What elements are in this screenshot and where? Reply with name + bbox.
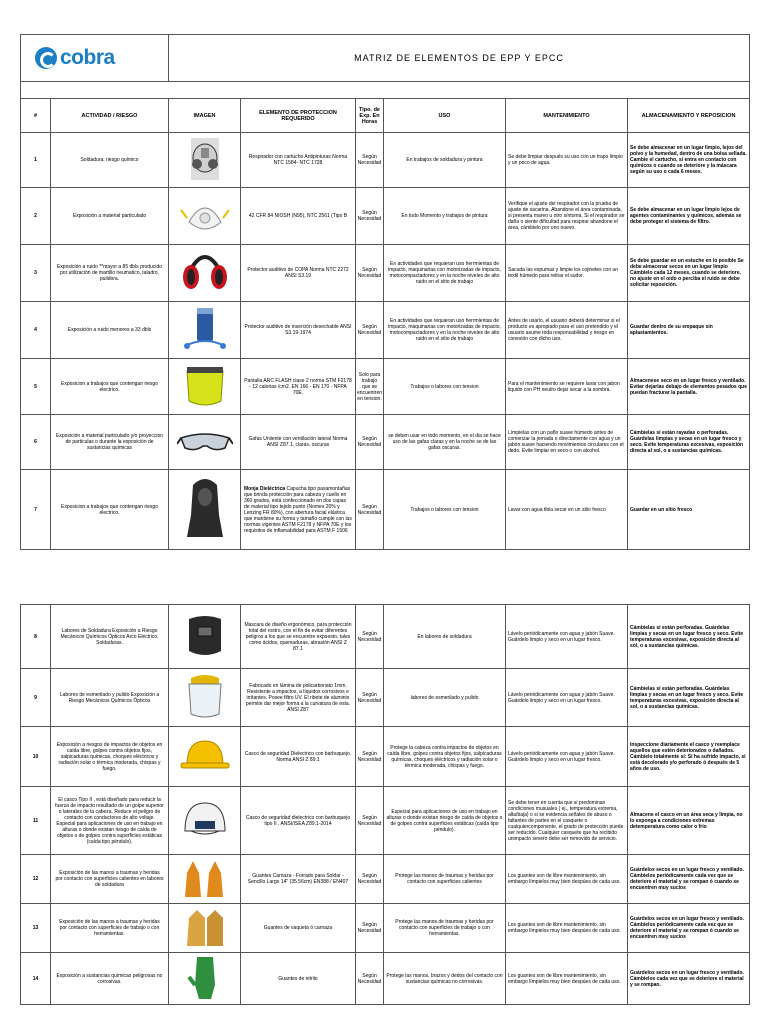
logo-cell bbox=[21, 35, 169, 82]
row-almacenamiento: Se debe almacenar en un lugar limpio, lejos del polvo y la humedad, dentro de una bolsa sellada. Cambie el cartucho, si entra en contacto con químicos o cuando se deteriore y la máscara según su uso o cada 6 meses. bbox=[628, 133, 750, 188]
row-image bbox=[169, 727, 241, 787]
row-tipo: Según Necesidad bbox=[356, 904, 384, 953]
row-uso: En todo Momento y trabajos de pintura bbox=[384, 188, 506, 245]
row-elemento-title: Monja Dieléctrica bbox=[244, 485, 286, 492]
row-number: 14 bbox=[21, 953, 51, 1005]
row-image bbox=[169, 470, 241, 550]
row-number: 7 bbox=[21, 470, 51, 550]
row-tipo: Según Necesidad bbox=[356, 605, 384, 669]
row-tipo: Según Necesidad bbox=[356, 302, 384, 359]
row-image bbox=[169, 133, 241, 188]
ear-plugs-icon bbox=[177, 306, 233, 352]
row-mantenimiento: Los guantes son de libre mantenimiento, sin embargo límpielos muy bien despúes de cada uso. bbox=[506, 904, 628, 953]
leather-gloves-icon bbox=[177, 904, 233, 950]
row-elemento: Protector auditivo de inserción desechable ANSI S3.19-1974 bbox=[241, 302, 356, 359]
row-actividad: Exposición a sustancias químicas peligrosas no corrosivas. bbox=[51, 953, 169, 1005]
row-almacenamiento: Se debe guardar en un estuche en lo posible Se debe almacenar secos en un lugar limpio Cámbielo cada 12 meses, cuando se deteriore, no ajuste en el oído o perciba el ruido se debe solicitar reposición. bbox=[628, 245, 750, 302]
logo-text: cobra bbox=[60, 46, 115, 69]
header-almacenamiento: ALMACENAMIENTO Y REPOSICION bbox=[628, 99, 750, 133]
row-mantenimiento: Lávelo periódicamente con agua y jabón Suave. Guárdelo limpio y seco en un lugar fresco. bbox=[506, 669, 628, 727]
spacer-row bbox=[21, 82, 750, 99]
row-mantenimiento: Se debe limpiar después su uso con un trapo limpio y un poco de agua. bbox=[506, 133, 628, 188]
row-actividad: Exposición a riesgos de impactos de objetos en caída libre, golpes contra objetos fijos, salpicaduras químicas, choques eléctricos y radiación solar o térmica moderada, chispas y fuego. bbox=[51, 727, 169, 787]
hard-hat-icon bbox=[177, 733, 233, 779]
row-mantenimiento: Sacuda las espumas y limpie los cojinetes con un textil húmedo para retirar el sudor. bbox=[506, 245, 628, 302]
table-row bbox=[21, 669, 750, 727]
row-elemento: Guantes de nitrilo bbox=[241, 953, 356, 1005]
row-mantenimiento: Los guantes son de libre mantenimiento, sin embargo límpielos muy bien despúes de cada uso. bbox=[506, 953, 628, 1005]
row-image bbox=[169, 245, 241, 302]
row-number: 10 bbox=[21, 727, 51, 787]
table-row bbox=[21, 787, 750, 855]
row-elemento: Gafas Uniiente con ventilación lateral Norma ANSI Z87.1, claras, oscuras bbox=[241, 415, 356, 470]
row-elemento: Guantes Carnaza - Forrado para Soldar - Sencillo Largo 14" (35.56cm) EN388 / EN407 bbox=[241, 855, 356, 904]
row-tipo: Según Necesidad bbox=[356, 470, 384, 550]
header-num: # bbox=[21, 99, 51, 133]
row-actividad: El casco Tipo II , está diseñado para reducir la fuerza de impacto resultado de un golpe superior o laterales de la cabeza. Reduce el peligro de contacto con conductores de alto voltaje. Especial para aplicaciones de uso en trabajo en alturas o donde existan riesgo de caída de objetos o de golpes contra superficies estáticas (caída tipo péndulo). bbox=[51, 787, 169, 855]
table-row bbox=[21, 302, 750, 359]
row-image bbox=[169, 605, 241, 669]
cobra-logo-icon bbox=[35, 47, 57, 69]
row-number: 9 bbox=[21, 669, 51, 727]
row-actividad: Exposición a material particulado bbox=[51, 188, 169, 245]
table-row bbox=[21, 245, 750, 302]
row-mantenimiento: Se debe tener en cuenta que si predominan condiciones musuales ( ej., temperatura extrema, alta/baja) o si se evidencia señales de abuso o faltantes de partes en el casquete o cualquiercomponente, el grado de protección puede ser reducido. Cualquier casquete que ha recibido unimpacto severo debe ser removido de servicio. bbox=[506, 787, 628, 855]
table-row bbox=[21, 133, 750, 188]
header-imagen: IMAGEN bbox=[169, 99, 241, 133]
row-mantenimiento: Lávelo periódicamente con agua y jabón Suave. Guárdelo limpio y seco en un lugar fresco. bbox=[506, 727, 628, 787]
row-mantenimiento: Para el mantenimiento se requiere lavar con jabon liquido con PH neutro dejar secar a la sombra. bbox=[506, 359, 628, 415]
row-image bbox=[169, 787, 241, 855]
row-elemento: Protector auditivo de COPA Norma NTC 2272 ANSI S3.19 bbox=[241, 245, 356, 302]
row-number: 5 bbox=[21, 359, 51, 415]
row-almacenamiento: Almacenese seco en un lugar fresco y ventilado. Evitar dejarlas debajo de elementos pesados que puedan fracturar la pantalla. bbox=[628, 359, 750, 415]
row-tipo: Según Necesidad bbox=[356, 245, 384, 302]
row-tipo: Según Necesidad bbox=[356, 188, 384, 245]
row-uso: Trabajos o labores con tension bbox=[384, 359, 506, 415]
row-number: 1 bbox=[21, 133, 51, 188]
header-elemento: ELEMENTO DE PROTECCION REQUERIDO bbox=[241, 99, 356, 133]
row-mantenimiento: Límpielas con un paño suave húmedo antes de comenzar la jornada o directamente con agua y un jabón suave haciendo movimientos circulares con el dedo. Evite limpiar en seco o con alcohol. bbox=[506, 415, 628, 470]
row-almacenamiento: Inspeccione diariamente el casco y reemplace aquellos que estén deteriorados o dañados. Cámbielo totalmente si: Si ha sufrido impacto, si está decolorado y/o perforado ó después de 5 años de uso. bbox=[628, 727, 750, 787]
row-uso: En trabajos de soldadura y pintura bbox=[384, 133, 506, 188]
dielectric-balaclava-icon bbox=[177, 475, 233, 543]
table-row bbox=[21, 953, 750, 1005]
row-number: 3 bbox=[21, 245, 51, 302]
row-mantenimiento: Antes de usarlo, el usuario deberá determinar si el producto es apropiado para el uso pretendido y el usuario asume toda responsabilidad y riesgo en conexión con dicho uso. bbox=[506, 302, 628, 359]
row-image bbox=[169, 415, 241, 470]
safety-glasses-icon bbox=[177, 418, 233, 464]
row-uso: labores de esmerilado y pulido bbox=[384, 669, 506, 727]
row-tipo: Según Necesidad bbox=[356, 415, 384, 470]
row-tipo: Según Necesidad bbox=[356, 133, 384, 188]
header-uso: USO bbox=[384, 99, 506, 133]
row-uso: se deben usar en todo momento, en el dia se hace uso de las gafas claras y en la noche se de las gafas oscuras. bbox=[384, 415, 506, 470]
row-mantenimiento: Verifique el ajuste del respirador con la prueba de ajuste de sacarina. Abandone el área contaminada, si presenta mareo u otro síntoma. Si el respirador se daña o siente dificultad para respirar abandone el área, cámbielo por uno nuevo. bbox=[506, 188, 628, 245]
row-image bbox=[169, 855, 241, 904]
welding-gloves-icon bbox=[177, 855, 233, 901]
row-actividad: Exposición de las manos a traumas y heridas por contacto con superficies de trabajo o con herramientas. bbox=[51, 904, 169, 953]
header-actividad: ACTIVIDAD / RIESGO bbox=[51, 99, 169, 133]
row-image bbox=[169, 359, 241, 415]
row-almacenamiento: Cámbielas si están perforadas. Guárdelas limpias y secas en un lugar fresco y seco. Evite temperaturas excesivas, exposición directa al sol, o a sustancias químicas. bbox=[628, 669, 750, 727]
row-actividad: Labores de Soldadura Exposición a Riesgo Mecánicos Químicos Ópticos Arco Eléctrico. Soldaduras. bbox=[51, 605, 169, 669]
row-uso: Protege las manos de traumas y heridas por contacto con superficies calientes bbox=[384, 855, 506, 904]
row-elemento: 42 CFR 84 NIOSH (N95), NTC 2561 (Tipo B bbox=[241, 188, 356, 245]
row-uso: Trabajos o labores con tension bbox=[384, 470, 506, 550]
row-actividad: Exposicion a trabajos que contengan riesgo electrico. bbox=[51, 470, 169, 550]
row-elemento: Mascara de diseño ergonómico, para protección total del rostro, con el fin de evitar diferentes peligros a los que se encuentre expuesto, tales como ácidos, quemaduras, abrasión ANSI Z 87.1 bbox=[241, 605, 356, 669]
table-row bbox=[21, 727, 750, 787]
row-number: 11 bbox=[21, 787, 51, 855]
row-elemento-text: Capucha tipo pasamontañas que brinda protección para cabeza y cuello en 360 grados, está confeccionado en dos capas de material tipo tejido punto (Nomex 20% y Lenzing FR 80%), con abertura facial elástica que mantiene su forma y tamaño cumple con las normas vigentes ASTM F2178 y NFPA 70E y los requisitos de inflamabilidad para ASTM F 1506 bbox=[244, 485, 352, 534]
respirator-mask-icon bbox=[177, 136, 233, 182]
row-almacenamiento: Guárdelos secos en un lugar fresco y ventilado. Cámbielos cada vez que se deteriore el material y se rompan. bbox=[628, 953, 750, 1005]
row-image bbox=[169, 302, 241, 359]
row-actividad: Exposición a material particulado y/o proyeccion de particulas o durante la exposición de sustancias químicas bbox=[51, 415, 169, 470]
document-title: MATRIZ DE ELEMENTOS DE EPP Y EPCC bbox=[169, 35, 750, 82]
row-tipo: Según Necesidad bbox=[356, 855, 384, 904]
row-mantenimiento: Lávelo periódicamente con agua y jabón Suave. Guárdelo limpio y seco en un lugar fresco. bbox=[506, 605, 628, 669]
row-tipo: Según Necesidad bbox=[356, 669, 384, 727]
row-elemento: Guantes de vaqueta ó carnaza bbox=[241, 904, 356, 953]
table-row bbox=[21, 359, 750, 415]
row-uso: En actividades que requieran uso herrmientas de impacto, maquinarias con motorizadas de impacto, motocompactadores y en la noche niveles de alto ruido en el sitio de trabajo bbox=[384, 302, 506, 359]
row-uso: Protege las manos de traumas y heridas por contacto con superficies de trabajo o con herramientas. bbox=[384, 904, 506, 953]
row-tipo: Según Necesidad bbox=[356, 953, 384, 1005]
row-almacenamiento: Almacene el casco en un área seca y limpia, no lo exponga a condiciones extremas detemperatura como calor o frío bbox=[628, 787, 750, 855]
nitrile-gloves-icon bbox=[177, 955, 233, 1001]
row-almacenamiento: Se debe almacenar en un lugar limpio lejos de agentes contaminantes y químicos, además se debe proteger el sistema de filtro. bbox=[628, 188, 750, 245]
row-uso: En labores de soldadura bbox=[384, 605, 506, 669]
row-almacenamiento: Guárdelos secos en un lugar fresco y ventilado. Cámbielos periódicamente cada vez que se deteriore el material y se rompan ó cuando se encuentren muy sucios bbox=[628, 904, 750, 953]
row-tipo: Solo para trabajo que se encuentren en tension. bbox=[356, 359, 384, 415]
matrix-sheet-1 bbox=[20, 34, 749, 550]
epp-matrix-table-2 bbox=[20, 604, 750, 1005]
row-almacenamiento: Guárdelos secos en un lugar fresco y ventilado. Cámbielos periódicamente cada vez que se deteriore el material y se rompan ó cuando se encuentren muy sucios bbox=[628, 855, 750, 904]
welding-helmet-icon bbox=[177, 613, 233, 659]
row-actividad: Labores de esmerilado y pulido Exposición a Riesgo Mecánicos Químicos Ópticos bbox=[51, 669, 169, 727]
ear-muffs-icon bbox=[177, 249, 233, 295]
table-row bbox=[21, 188, 750, 245]
row-image bbox=[169, 904, 241, 953]
row-number: 2 bbox=[21, 188, 51, 245]
row-elemento: Casco de seguridad dielectrico con barbuquejo tipo II . ANSI/ISEA Z89.1-2014 bbox=[241, 787, 356, 855]
row-tipo: Según Necesidad bbox=[356, 787, 384, 855]
row-actividad: Soldadura, riesgo químico bbox=[51, 133, 169, 188]
row-number: 6 bbox=[21, 415, 51, 470]
table-row bbox=[21, 415, 750, 470]
matrix-sheet-2 bbox=[20, 604, 749, 1005]
row-uso: Protege las manos, brazos y dedos del contacto con sustancias químicas no corrosivas. bbox=[384, 953, 506, 1005]
row-tipo: Según Necesidad bbox=[356, 727, 384, 787]
row-elemento bbox=[241, 470, 356, 550]
row-almacenamiento: Guardar dentro de su empaque sin aplastamientos. bbox=[628, 302, 750, 359]
row-actividad: Exposición a ruido menores a 33 dbls bbox=[51, 302, 169, 359]
row-uso: Protege la cabeza contra impactos de objetos en caída libre, golpes contra objetos fijos, salpicaduras químicas, choques eléctricos y radiación solar o térmica moderada, chispas y fuego. bbox=[384, 727, 506, 787]
row-number: 12 bbox=[21, 855, 51, 904]
type-ii-helmet-icon bbox=[177, 797, 233, 843]
header-mantenimiento: MANTENIMIENTO bbox=[506, 99, 628, 133]
row-almacenamiento: Cámbielas si están perforadas. Guárdelas limpias y secas en un lugar fresco y seco. Evite temperaturas excesivas, exposición directa al sol, o a sustancias químicas. bbox=[628, 605, 750, 669]
table-row bbox=[21, 855, 750, 904]
row-almacenamiento: Cámbielas si están rayadas o perforadas. Guárdelas limpias y secas en un lugar fresco y seco. Evite temperaturas excesivas, exposición directa al sol, o a sustancias químicas. bbox=[628, 415, 750, 470]
row-elemento: Respirador con cartucho Antipinturas Norma NTC 1584- NTC 1728 bbox=[241, 133, 356, 188]
row-uso: En actividades que requieran uso herrmientas de impacto, maquinarias con motorizadas de impacto, motocompactadores y en la noche niveles de alto ruido en el sitio de trabajo bbox=[384, 245, 506, 302]
row-number: 13 bbox=[21, 904, 51, 953]
row-image bbox=[169, 953, 241, 1005]
table-row bbox=[21, 605, 750, 669]
n95-mask-icon bbox=[177, 192, 233, 238]
arc-flash-face-shield-icon bbox=[177, 363, 233, 409]
row-uso: Especial para aplicaciones de uso en trabajo en alturas o donde existan riesgo de caída de objetos o de golpes contra superficies estáticas (caída tipo péndulo). bbox=[384, 787, 506, 855]
header-tipo: Tipo. de Exp. En Horas bbox=[356, 99, 384, 133]
table-row bbox=[21, 904, 750, 953]
row-mantenimiento: Los guantes son de libre mantenimiento, sin embargo límpielos muy bien despúes de cada uso. bbox=[506, 855, 628, 904]
table-row bbox=[21, 470, 750, 550]
row-actividad: Exposición a ruido **mayor a 85 dbls producido por utilización de martillo neumatico, taladro, pulidora. bbox=[51, 245, 169, 302]
row-mantenimiento: Lavar con agua tibia secar en un sitio fresco bbox=[506, 470, 628, 550]
row-actividad: Exposicion a trabajos que contengan riesgo electrico. bbox=[51, 359, 169, 415]
row-number: 4 bbox=[21, 302, 51, 359]
row-elemento: Casco de seguridad Dielectrico con barbuquejo. Norma ANSI Z 89.1 bbox=[241, 727, 356, 787]
row-actividad: Exposición de las manos a traumas y heridas por contacto con superficies calientes en labores de soldadura bbox=[51, 855, 169, 904]
epp-matrix-table-1 bbox=[20, 34, 750, 550]
row-almacenamiento: Guardar en un sitio fresco bbox=[628, 470, 750, 550]
face-shield-icon bbox=[177, 674, 233, 720]
row-image bbox=[169, 188, 241, 245]
company-logo bbox=[21, 47, 168, 69]
row-number: 8 bbox=[21, 605, 51, 669]
row-image bbox=[169, 669, 241, 727]
row-elemento: Fabricado en lámina de policarbonato 1mm. Resistente a impactos, a líquidos corrosivos e irritantes. Posee filtro UV. El ribete de aluminio permite dar mejor forma a la curvatura de esta. ANSI Z87 bbox=[241, 669, 356, 727]
row-elemento: Pantalla ARC FLASH clase 2 norma STM F2178 - 12 calorias /cm2. EN 166 - EN 170 - NFPA 70E. bbox=[241, 359, 356, 415]
